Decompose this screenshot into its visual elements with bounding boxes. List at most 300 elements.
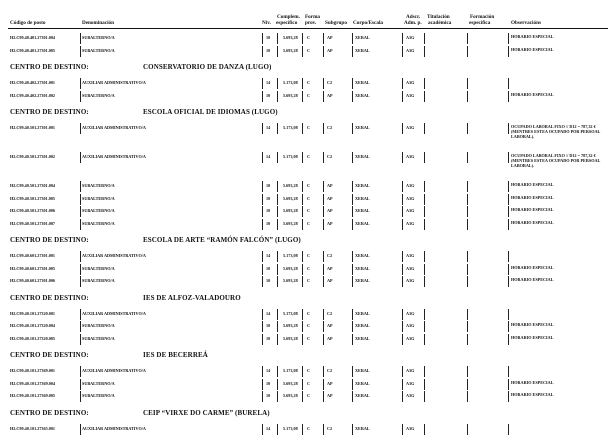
column-rule bbox=[323, 309, 324, 320]
cell-corpo: XERAL bbox=[355, 183, 370, 188]
cell-adscr: A3G bbox=[406, 80, 415, 85]
column-rule bbox=[424, 123, 425, 134]
cell-denominacion: SUBALTERNO/A bbox=[82, 208, 115, 213]
column-rule bbox=[277, 91, 278, 102]
cell-complemento: 5.693,28 bbox=[283, 47, 298, 53]
cell-denominacion: AUXILIAR ADMINISTRATIVO/A bbox=[82, 310, 146, 316]
cell-niv: 14 bbox=[266, 253, 271, 258]
column-rule bbox=[467, 194, 468, 205]
cell-codigo: H2.C99.40.401.27301.004 bbox=[10, 35, 56, 40]
cell-adscr: A3G bbox=[406, 92, 415, 98]
cell-niv: 10 bbox=[266, 323, 271, 328]
cell-corpo: XERAL bbox=[355, 335, 370, 341]
cell-observacions: HORARIO ESPECIAL bbox=[511, 277, 554, 282]
cell-subgrupo: AP bbox=[327, 183, 333, 188]
column-rule bbox=[277, 181, 278, 192]
cell-subgrupo: AP bbox=[327, 195, 333, 201]
cell-adscr: A3G bbox=[406, 125, 415, 130]
cell-denominacion: SUBALTERNO/A bbox=[82, 220, 115, 226]
cell-adscr: A3G bbox=[406, 278, 415, 283]
cell-denominacion: SUBALTERNO/A bbox=[82, 393, 115, 398]
cell-adscr: A3G bbox=[406, 47, 415, 53]
header-divider bbox=[8, 28, 608, 29]
header-codigo: Código de posto bbox=[10, 20, 46, 26]
table-row bbox=[0, 379, 615, 391]
column-rule bbox=[467, 152, 468, 163]
cell-niv: 10 bbox=[266, 220, 271, 226]
cell-niv: 14 bbox=[266, 368, 271, 373]
column-rule bbox=[262, 123, 263, 134]
cell-denominacion: SUBALTERNO/A bbox=[82, 35, 115, 40]
column-rule bbox=[302, 379, 303, 390]
column-rule bbox=[277, 46, 278, 57]
cell-adscr: A3G bbox=[406, 393, 415, 398]
column-rule bbox=[262, 46, 263, 57]
column-rule bbox=[508, 33, 509, 44]
header-niv: Niv. bbox=[262, 20, 271, 26]
column-rule bbox=[352, 424, 353, 435]
cell-observacions: HORARIO ESPECIAL bbox=[511, 379, 554, 385]
column-rule bbox=[402, 33, 403, 44]
section-name: IES DE BECERREÁ bbox=[143, 351, 208, 359]
column-rule bbox=[402, 321, 403, 332]
column-rule bbox=[323, 91, 324, 102]
column-rule bbox=[262, 206, 263, 217]
cell-denominacion: SUBALTERNO/A bbox=[82, 380, 115, 386]
column-rule bbox=[424, 251, 425, 262]
cell-complemento: 5.173,08 bbox=[283, 310, 298, 316]
cell-forma-prov: C bbox=[307, 47, 311, 53]
cell-adscr: A3G bbox=[406, 183, 415, 188]
column-rule bbox=[508, 181, 509, 192]
cell-adscr: A3G bbox=[406, 220, 415, 226]
column-rule bbox=[467, 334, 468, 345]
cell-codigo: H2.C99.40.101.27369.001 bbox=[10, 368, 56, 373]
column-rule bbox=[424, 366, 425, 377]
column-rule bbox=[402, 46, 403, 57]
column-rule bbox=[302, 321, 303, 332]
header-forma-2: prov. bbox=[305, 20, 317, 26]
cell-forma-prov: C bbox=[307, 393, 311, 398]
column-rule bbox=[277, 194, 278, 205]
cell-observacions: HORARIO ESPECIAL bbox=[511, 322, 554, 327]
table-row bbox=[0, 91, 615, 103]
column-rule bbox=[467, 309, 468, 320]
cell-niv: 14 bbox=[266, 154, 271, 159]
table-row bbox=[0, 264, 615, 276]
column-rule bbox=[277, 219, 278, 230]
column-rule bbox=[508, 334, 509, 345]
cell-observacions: HORARIO ESPECIAL bbox=[511, 194, 554, 200]
column-rule bbox=[424, 194, 425, 205]
cell-complemento: 5.693,28 bbox=[283, 335, 298, 341]
cell-niv: 10 bbox=[266, 35, 271, 40]
column-rule bbox=[302, 424, 303, 435]
column-rule bbox=[508, 379, 509, 390]
header-complem-1: Complem. bbox=[277, 14, 300, 20]
section-name: ESCOLA OFICIAL DE IDIOMAS (LUGO) bbox=[143, 108, 278, 116]
table-row bbox=[0, 194, 615, 206]
column-rule bbox=[424, 33, 425, 44]
cell-subgrupo: AP bbox=[327, 92, 333, 98]
column-rule bbox=[80, 181, 81, 192]
column-rule bbox=[302, 33, 303, 44]
column-rule bbox=[80, 391, 81, 402]
table-row bbox=[0, 78, 615, 90]
column-rule bbox=[402, 391, 403, 402]
section-label: CENTRO DE DESTINO: bbox=[10, 408, 89, 417]
column-rule bbox=[467, 181, 468, 192]
cell-complemento: 5.693,28 bbox=[283, 183, 298, 188]
column-rule bbox=[323, 78, 324, 89]
header-adscr-1: Adscr. bbox=[406, 14, 421, 20]
column-rule bbox=[467, 276, 468, 287]
column-rule bbox=[80, 219, 81, 230]
cell-niv: 10 bbox=[266, 335, 271, 341]
column-rule bbox=[323, 33, 324, 44]
cell-subgrupo: C2 bbox=[327, 125, 333, 130]
cell-corpo: XERAL bbox=[355, 323, 370, 328]
cell-denominacion: SUBALTERNO/A bbox=[82, 278, 115, 283]
column-rule bbox=[262, 91, 263, 102]
cell-corpo: XERAL bbox=[355, 208, 370, 213]
column-rule bbox=[302, 309, 303, 320]
column-rule bbox=[508, 194, 509, 205]
column-rule bbox=[277, 309, 278, 320]
cell-subgrupo: C2 bbox=[327, 80, 333, 85]
cell-denominacion: AUXILIAR ADMINISTRATIVO/A bbox=[82, 425, 146, 431]
cell-observacions: OCUPADO LABORAL FIXO // D12 = 787,32 € (MENTRES ESTEA OCUPADO POR PERSOAL LABORAL). bbox=[511, 153, 601, 169]
column-rule bbox=[402, 309, 403, 320]
column-rule bbox=[323, 206, 324, 217]
cell-niv: 10 bbox=[266, 195, 271, 201]
column-rule bbox=[262, 321, 263, 332]
table-row bbox=[0, 424, 615, 436]
cell-adscr: A3G bbox=[406, 380, 415, 386]
column-rule bbox=[467, 424, 468, 435]
column-rule bbox=[323, 46, 324, 57]
column-rule bbox=[352, 219, 353, 230]
column-rule bbox=[80, 264, 81, 275]
column-rule bbox=[277, 152, 278, 163]
cell-corpo: XERAL bbox=[355, 220, 370, 226]
column-rule bbox=[424, 46, 425, 57]
column-rule bbox=[80, 251, 81, 262]
column-rule bbox=[302, 219, 303, 230]
cell-complemento: 5.693,28 bbox=[283, 35, 298, 40]
column-rule bbox=[262, 379, 263, 390]
header-titulacion-2: académica bbox=[428, 20, 452, 26]
cell-subgrupo: C2 bbox=[327, 253, 333, 258]
column-rule bbox=[424, 321, 425, 332]
column-rule bbox=[80, 309, 81, 320]
cell-denominacion: SUBALTERNO/A bbox=[82, 183, 115, 188]
column-rule bbox=[402, 366, 403, 377]
cell-forma-prov: C bbox=[307, 183, 311, 188]
column-rule bbox=[467, 33, 468, 44]
column-rule bbox=[302, 251, 303, 262]
column-rule bbox=[402, 334, 403, 345]
cell-adscr: A3G bbox=[406, 265, 415, 271]
column-rule bbox=[323, 181, 324, 192]
cell-complemento: 5.693,28 bbox=[283, 323, 298, 328]
column-rule bbox=[352, 33, 353, 44]
cell-subgrupo: C2 bbox=[327, 368, 333, 373]
cell-corpo: XERAL bbox=[355, 47, 370, 53]
column-rule bbox=[508, 391, 509, 402]
column-rule bbox=[323, 334, 324, 345]
column-rule bbox=[467, 91, 468, 102]
column-rule bbox=[323, 251, 324, 262]
column-rule bbox=[302, 264, 303, 275]
column-rule bbox=[467, 366, 468, 377]
column-rule bbox=[323, 264, 324, 275]
cell-subgrupo: C2 bbox=[327, 310, 333, 316]
cell-corpo: XERAL bbox=[355, 425, 370, 431]
column-rule bbox=[80, 33, 81, 44]
cell-niv: 10 bbox=[266, 47, 271, 53]
cell-codigo: H2.C99.40.402.27301.002 bbox=[10, 92, 56, 98]
column-rule bbox=[80, 194, 81, 205]
header-formacion-1: Formación bbox=[470, 14, 495, 20]
cell-codigo: H2.C99.40.101.27365.001 bbox=[10, 425, 56, 431]
column-rule bbox=[302, 123, 303, 134]
column-rule bbox=[467, 321, 468, 332]
section-label: CENTRO DE DESTINO: bbox=[10, 293, 89, 302]
cell-niv: 10 bbox=[266, 92, 271, 98]
cell-forma-prov: C bbox=[307, 220, 311, 226]
column-rule bbox=[508, 276, 509, 287]
column-rule bbox=[424, 78, 425, 89]
cell-niv: 10 bbox=[266, 278, 271, 283]
cell-adscr: A3G bbox=[406, 208, 415, 213]
cell-codigo: H2.C99.40.101.27369.004 bbox=[10, 380, 56, 386]
section-label: CENTRO DE DESTINO: bbox=[10, 351, 89, 359]
cell-forma-prov: C bbox=[307, 265, 311, 271]
column-rule bbox=[508, 309, 509, 320]
table-row bbox=[0, 276, 615, 288]
cell-corpo: XERAL bbox=[355, 253, 370, 258]
cell-corpo: XERAL bbox=[355, 368, 370, 373]
cell-niv: 14 bbox=[266, 80, 271, 85]
column-rule bbox=[323, 123, 324, 134]
cell-niv: 14 bbox=[266, 425, 271, 431]
cell-niv: 14 bbox=[266, 310, 271, 316]
column-rule bbox=[402, 264, 403, 275]
column-rule bbox=[352, 321, 353, 332]
header-forma-1: Forma bbox=[305, 14, 320, 20]
cell-forma-prov: C bbox=[307, 208, 311, 213]
table-row bbox=[0, 309, 615, 321]
column-rule bbox=[424, 391, 425, 402]
header-titulacion-1: Titulación bbox=[427, 14, 450, 20]
column-rule bbox=[302, 181, 303, 192]
cell-forma-prov: C bbox=[307, 92, 311, 98]
column-rule bbox=[277, 321, 278, 332]
cell-codigo: H2.C99.40.601.27301.001 bbox=[10, 253, 56, 258]
column-rule bbox=[508, 366, 509, 377]
table-row bbox=[0, 46, 615, 58]
cell-denominacion: AUXILIAR ADMINISTRATIVO/A bbox=[82, 154, 146, 159]
cell-adscr: A3G bbox=[406, 368, 415, 373]
cell-observacions: HORARIO ESPECIAL bbox=[511, 219, 554, 225]
column-rule bbox=[352, 334, 353, 345]
header-corpo: Corpo/Escala bbox=[353, 20, 383, 26]
column-rule bbox=[402, 78, 403, 89]
cell-subgrupo: AP bbox=[327, 35, 333, 40]
table-row bbox=[0, 33, 615, 45]
table-row bbox=[0, 152, 615, 174]
cell-forma-prov: C bbox=[307, 368, 311, 373]
column-rule bbox=[352, 181, 353, 192]
column-rule bbox=[323, 219, 324, 230]
column-rule bbox=[302, 46, 303, 57]
column-rule bbox=[262, 334, 263, 345]
cell-codigo: H2.C99.40.501.27301.004 bbox=[10, 183, 56, 188]
table-row bbox=[0, 123, 615, 145]
column-rule bbox=[302, 366, 303, 377]
cell-codigo: H2.C99.40.401.27301.005 bbox=[10, 47, 56, 53]
column-rule bbox=[508, 78, 509, 89]
cell-corpo: XERAL bbox=[355, 35, 370, 40]
cell-subgrupo: AP bbox=[327, 335, 333, 341]
cell-corpo: XERAL bbox=[355, 278, 370, 283]
cell-codigo: H2.C99.40.402.27301.001 bbox=[10, 80, 56, 85]
cell-forma-prov: C bbox=[307, 310, 311, 316]
cell-denominacion: SUBALTERNO/A bbox=[82, 47, 115, 53]
table-row bbox=[0, 366, 615, 378]
column-rule bbox=[262, 251, 263, 262]
cell-corpo: XERAL bbox=[355, 265, 370, 271]
column-rule bbox=[508, 123, 509, 134]
cell-complemento: 5.173,08 bbox=[283, 368, 298, 373]
column-rule bbox=[277, 123, 278, 134]
header-complem-2: específico bbox=[276, 20, 298, 26]
cell-observacions: HORARIO ESPECIAL bbox=[511, 34, 554, 39]
column-rule bbox=[302, 334, 303, 345]
column-rule bbox=[262, 366, 263, 377]
cell-complemento: 5.173,08 bbox=[283, 80, 298, 85]
column-rule bbox=[352, 78, 353, 89]
column-rule bbox=[424, 379, 425, 390]
column-rule bbox=[402, 276, 403, 287]
column-rule bbox=[508, 251, 509, 262]
section-label: CENTRO DE DESTINO: bbox=[10, 63, 89, 71]
cell-codigo: H2.C99.40.501.27301.006 bbox=[10, 208, 56, 213]
column-rule bbox=[424, 152, 425, 163]
column-rule bbox=[402, 219, 403, 230]
cell-adscr: A3G bbox=[406, 335, 415, 341]
column-rule bbox=[80, 424, 81, 435]
cell-forma-prov: C bbox=[307, 154, 311, 159]
column-rule bbox=[80, 91, 81, 102]
column-rule bbox=[323, 424, 324, 435]
cell-denominacion: AUXILIAR ADMINISTRATIVO/A bbox=[82, 368, 146, 373]
cell-corpo: XERAL bbox=[355, 195, 370, 201]
cell-niv: 14 bbox=[266, 125, 271, 130]
cell-complemento: 5.693,28 bbox=[283, 195, 298, 201]
cell-codigo: H2.C99.40.601.27301.006 bbox=[10, 278, 56, 283]
cell-niv: 10 bbox=[266, 265, 271, 271]
cell-corpo: XERAL bbox=[355, 393, 370, 398]
column-rule bbox=[467, 219, 468, 230]
column-rule bbox=[508, 91, 509, 102]
column-rule bbox=[402, 123, 403, 134]
column-rule bbox=[262, 309, 263, 320]
section-name: CEIP “VIRXE DO CARME” (BURELA) bbox=[143, 408, 270, 417]
column-rule bbox=[323, 379, 324, 390]
column-rule bbox=[467, 264, 468, 275]
column-rule bbox=[80, 334, 81, 345]
column-rule bbox=[262, 276, 263, 287]
cell-denominacion: SUBALTERNO/A bbox=[82, 92, 115, 98]
table-row bbox=[0, 321, 615, 333]
cell-subgrupo: C2 bbox=[327, 154, 333, 159]
cell-niv: 10 bbox=[266, 393, 271, 398]
column-rule bbox=[80, 206, 81, 217]
header-observacions: Observacións bbox=[511, 20, 541, 26]
column-rule bbox=[323, 321, 324, 332]
header-denominacion: Denominación bbox=[82, 20, 114, 26]
column-rule bbox=[323, 152, 324, 163]
cell-codigo: H2.C99.40.501.27301.007 bbox=[10, 220, 56, 226]
cell-observacions: HORARIO ESPECIAL bbox=[511, 334, 554, 340]
column-rule bbox=[80, 123, 81, 134]
header-adscr-2: Adm. p. bbox=[404, 20, 422, 26]
column-rule bbox=[508, 264, 509, 275]
cell-niv: 10 bbox=[266, 208, 271, 213]
cell-adscr: A3G bbox=[406, 195, 415, 201]
column-rule bbox=[402, 152, 403, 163]
cell-observacions: HORARIO ESPECIAL bbox=[511, 264, 554, 270]
cell-niv: 10 bbox=[266, 380, 271, 386]
column-rule bbox=[508, 46, 509, 57]
column-rule bbox=[80, 46, 81, 57]
cell-complemento: 5.693,28 bbox=[283, 278, 298, 283]
section-name: CONSERVATORIO DE DANZA (LUGO) bbox=[143, 63, 272, 71]
column-rule bbox=[424, 334, 425, 345]
section-name: IES DE ALFOZ-VALADOURO bbox=[143, 293, 241, 302]
column-rule bbox=[302, 152, 303, 163]
column-rule bbox=[277, 334, 278, 345]
cell-denominacion: AUXILIAR ADMINISTRATIVO/A bbox=[82, 125, 146, 130]
cell-forma-prov: C bbox=[307, 323, 311, 328]
column-rule bbox=[467, 78, 468, 89]
column-rule bbox=[508, 424, 509, 435]
cell-corpo: XERAL bbox=[355, 80, 370, 85]
cell-forma-prov: C bbox=[307, 80, 311, 85]
cell-subgrupo: AP bbox=[327, 380, 333, 386]
column-rule bbox=[402, 251, 403, 262]
cell-denominacion: AUXILIAR ADMINISTRATIVO/A bbox=[82, 80, 146, 85]
column-rule bbox=[467, 391, 468, 402]
column-rule bbox=[80, 379, 81, 390]
header-subgrupo: Subgrupo bbox=[325, 20, 347, 26]
cell-observacions: HORARIO ESPECIAL bbox=[511, 91, 554, 97]
cell-codigo: H2.C99.40.501.27301.001 bbox=[10, 125, 56, 130]
cell-niv: 10 bbox=[266, 183, 271, 188]
column-rule bbox=[262, 391, 263, 402]
cell-corpo: XERAL bbox=[355, 380, 370, 386]
table-row bbox=[0, 334, 615, 346]
column-rule bbox=[467, 206, 468, 217]
cell-codigo: H2.C99.40.101.27320.004 bbox=[10, 323, 56, 328]
column-rule bbox=[467, 123, 468, 134]
cell-adscr: A3G bbox=[406, 425, 415, 431]
cell-complemento: 5.173,08 bbox=[283, 154, 298, 159]
column-rule bbox=[424, 264, 425, 275]
column-rule bbox=[277, 379, 278, 390]
